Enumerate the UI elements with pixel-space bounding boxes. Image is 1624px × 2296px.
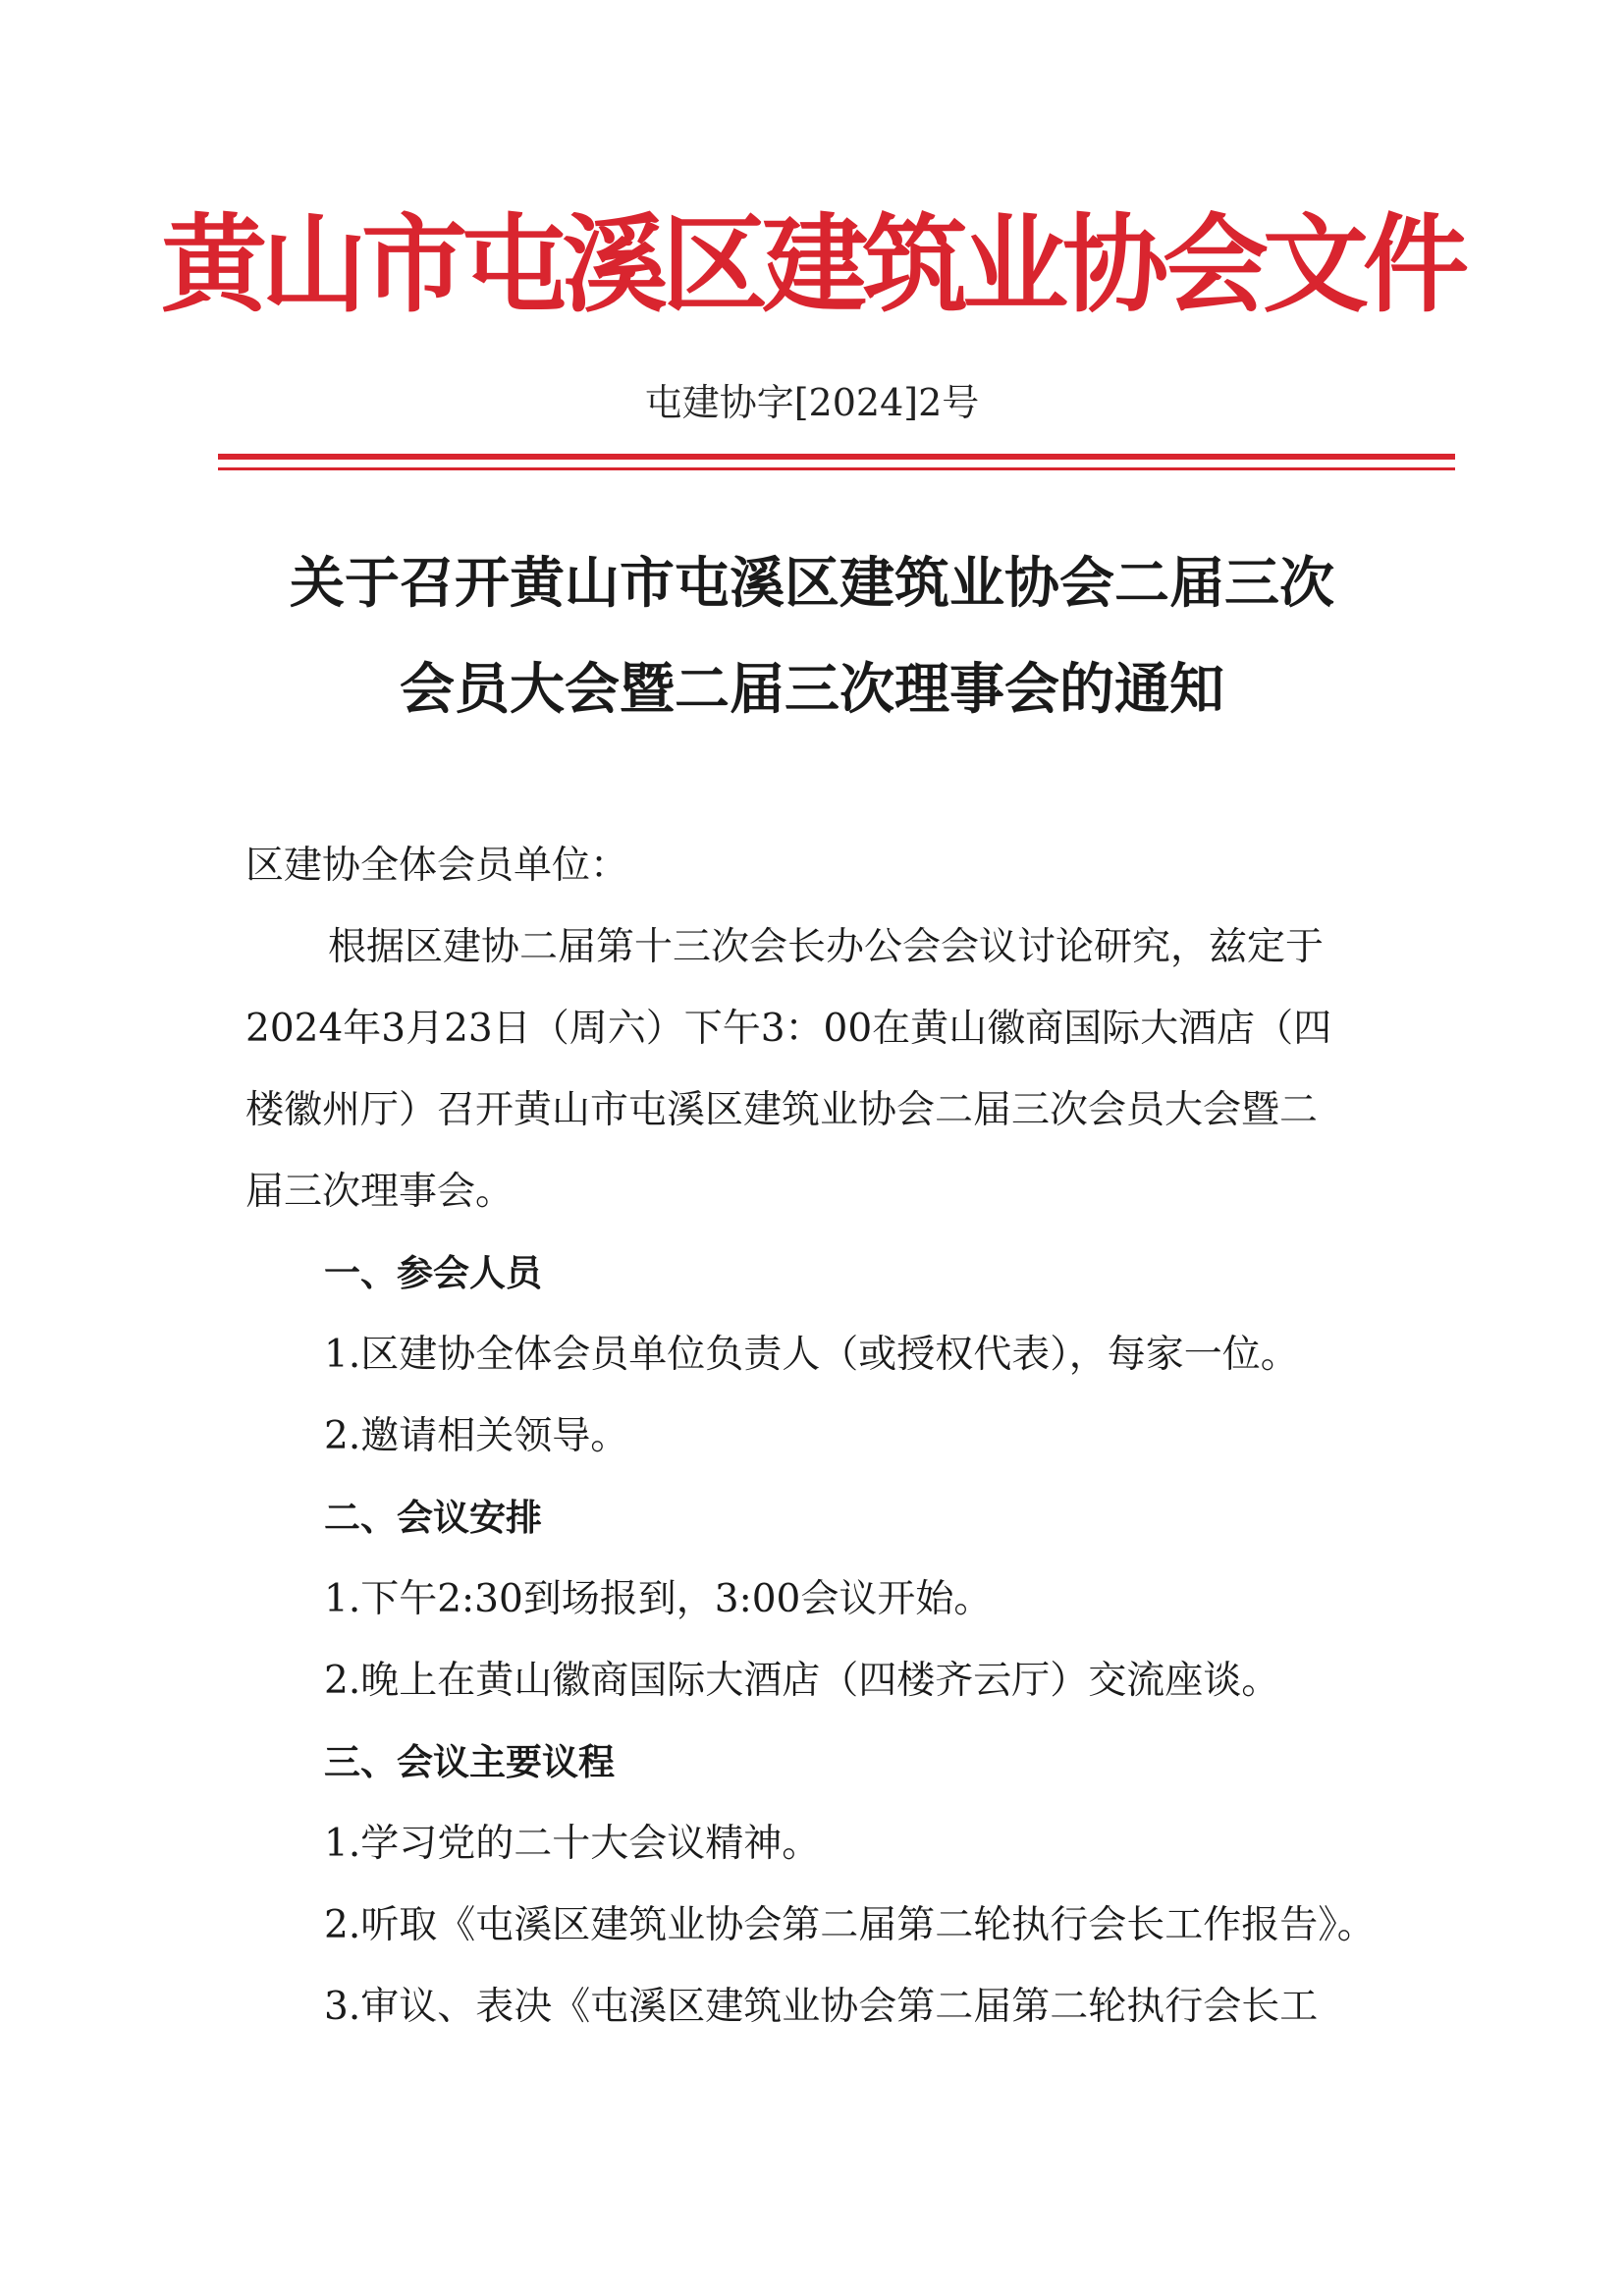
list-item: 1.区建协全体会员单位负责人（或授权代表），每家一位。 [324, 1333, 1299, 1377]
header-divider-thin [218, 467, 1455, 470]
salutation: 区建协全体会员单位： [245, 844, 629, 888]
notice-title-line-2: 会员大会暨二届三次理事会的通知 [400, 658, 1224, 722]
list-item: 3.审议、表决《屯溪区建筑业协会第二届第二轮执行会长工 [324, 1985, 1319, 2029]
list-item: 2.听取《屯溪区建筑业协会第二届第二轮执行会长工作报告》。 [324, 1903, 1376, 1947]
list-item: 2.晚上在黄山徽商国际大酒店（四楼齐云厅）交流座谈。 [324, 1659, 1280, 1703]
list-item: 2.邀请相关领导。 [324, 1414, 629, 1458]
header-divider-thick [218, 454, 1455, 460]
paragraph-line: 楼徽州厅）召开黄山市屯溪区建筑业协会二届三次会员大会暨二 [245, 1088, 1319, 1132]
paragraph-line: 届三次理事会。 [245, 1170, 514, 1214]
document-number: 屯建协字[2024]2号 [644, 381, 980, 424]
section-heading-attendees: 一、参会人员 [324, 1252, 542, 1294]
list-item: 1.学习党的二十大会议精神。 [324, 1822, 821, 1866]
section-heading-agenda: 三、会议主要议程 [324, 1741, 615, 1783]
document-header-title: 黄山市屯溪区建筑业协会文件 [160, 203, 1463, 327]
paragraph-line: 2024年3月23日（周六）下午3：00在黄山徽商国际大酒店（四 [245, 1007, 1332, 1051]
list-item: 1.下午2:30到场报到，3:00会议开始。 [324, 1577, 993, 1621]
paragraph-line: 根据区建协二届第十三次会长办公会会议讨论研究，兹定于 [328, 925, 1325, 969]
section-heading-arrangement: 二、会议安排 [324, 1497, 542, 1539]
notice-title-line-1: 关于召开黄山市屯溪区建筑业协会二届三次 [290, 552, 1334, 616]
intro-paragraph [245, 906, 1404, 1232]
